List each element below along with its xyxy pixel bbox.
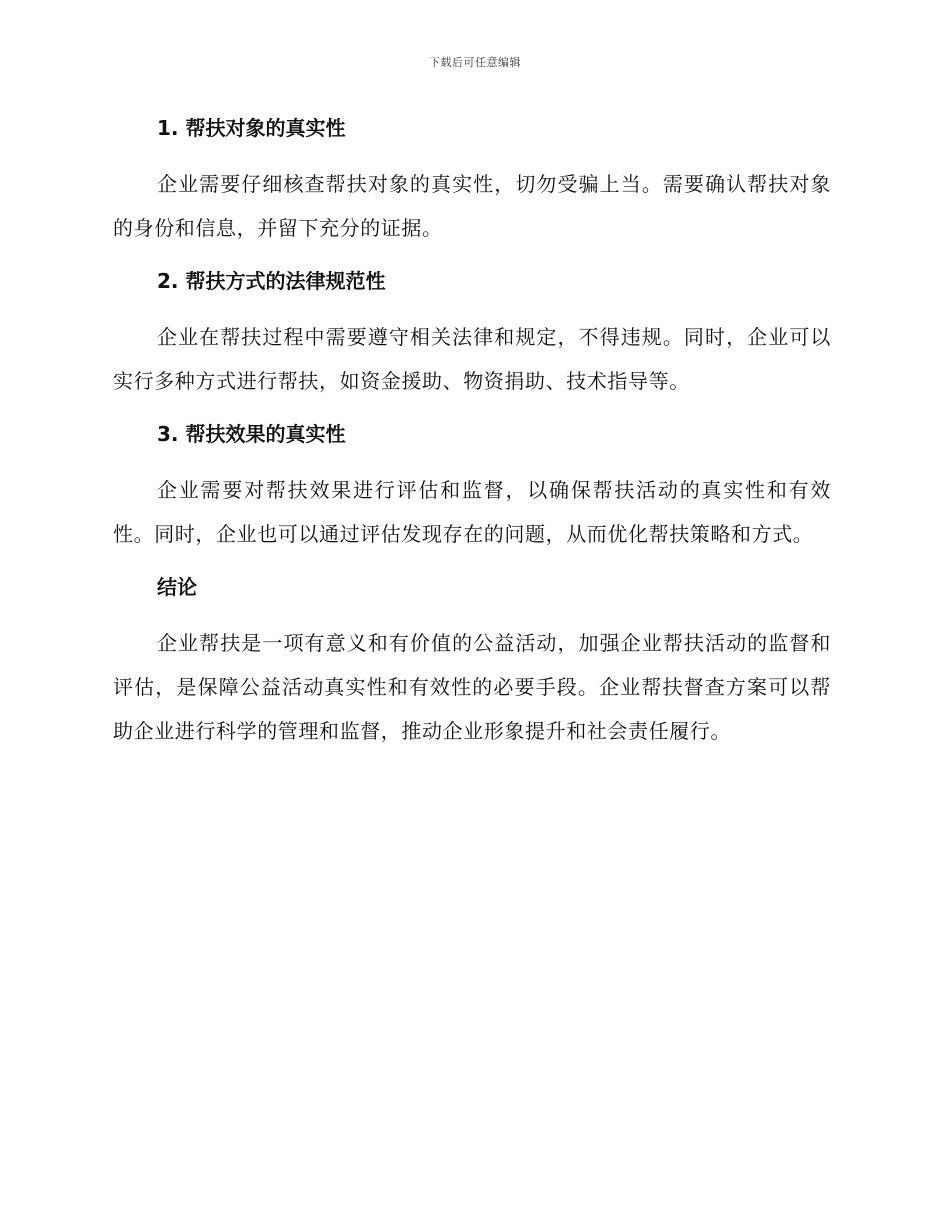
- section-body-2: 企业在帮扶过程中需要遵守相关法律和规定，不得违规。同时，企业可以实行多种方式进行帮扶，如资金援助、物资捐助、技术指导等。: [113, 325, 831, 393]
- section-heading-2: 2. 帮扶方式的法律规范性: [157, 269, 386, 293]
- conclusion-heading: 结论: [157, 575, 197, 599]
- section-body-1: 企业需要仔细核查帮扶对象的真实性，切勿受骗上当。需要确认帮扶对象的身份和信息，并留下充分的证据。: [113, 172, 831, 240]
- section-body-3: 企业需要对帮扶效果进行评估和监督，以确保帮扶活动的真实性和有效性。同时，企业也可以通过评估发现存在的问题，从而优化帮扶策略和方式。: [113, 478, 831, 546]
- document-content: [113, 112, 831, 753]
- section-heading-3: 3. 帮扶效果的真实性: [157, 422, 346, 446]
- conclusion-body: 企业帮扶是一项有意义和有价值的公益活动，加强企业帮扶活动的监督和评估，是保障公益活动真实性和有效性的必要手段。企业帮扶督查方案可以帮助企业进行科学的管理和监督，推动企业形象提升和社会责任履行。: [113, 631, 831, 743]
- header-note: 下载后可任意编辑: [429, 56, 521, 69]
- section-heading-1: 1. 帮扶对象的真实性: [157, 116, 346, 140]
